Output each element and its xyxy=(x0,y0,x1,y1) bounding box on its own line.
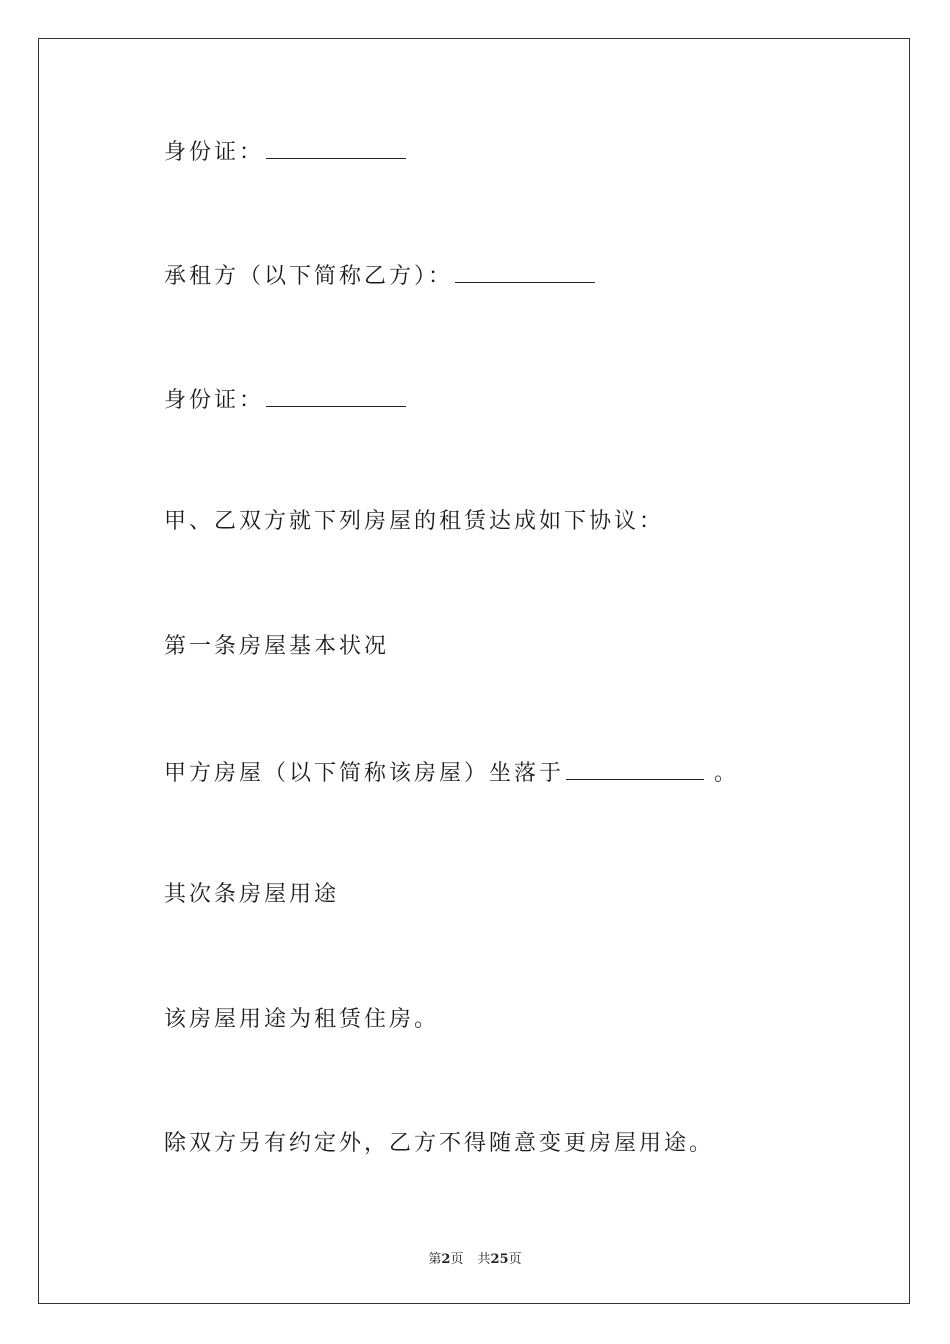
heading-text: 其次条房屋用途 xyxy=(164,882,340,907)
footer-total-unit: 页 xyxy=(508,1252,522,1267)
id-card-line-lessee xyxy=(164,384,406,415)
total-page-number: 25 xyxy=(490,1252,509,1267)
location-blank[interactable] xyxy=(566,757,704,780)
footer-prefix: 第 xyxy=(428,1252,442,1267)
footer-total-prefix: 共 xyxy=(477,1252,491,1267)
paragraph-text: 该房屋用途为租赁住房。 xyxy=(164,1007,440,1032)
property-location-line xyxy=(164,757,739,788)
lessee-label: 承租方（以下简称乙方）： xyxy=(164,264,454,289)
page-border xyxy=(38,38,910,1304)
agreement-intro xyxy=(164,508,664,536)
id-card-blank[interactable] xyxy=(266,136,406,159)
lessee-blank[interactable] xyxy=(455,260,595,283)
page-footer xyxy=(0,1248,950,1267)
paragraph-text: 甲、乙双方就下列房屋的租赁达成如下协议： xyxy=(164,509,665,534)
id-card-label: 身份证： xyxy=(164,388,265,413)
id-card-line-lessor xyxy=(164,136,406,167)
current-page-number: 2 xyxy=(441,1252,451,1267)
id-card-blank[interactable] xyxy=(266,384,406,407)
heading-text: 第一条房屋基本状况 xyxy=(164,634,390,659)
location-label: 甲方房屋（以下简称该房屋）坐落于 xyxy=(164,761,565,786)
usage-statement xyxy=(164,1006,439,1034)
usage-restriction xyxy=(164,1130,714,1158)
lessee-line xyxy=(164,260,595,291)
paragraph-text: 除双方另有约定外，乙方不得随意变更房屋用途。 xyxy=(164,1131,715,1156)
footer-page-unit: 页 xyxy=(450,1252,464,1267)
article-1-heading xyxy=(164,633,389,661)
article-2-heading xyxy=(164,881,339,909)
location-suffix: 。 xyxy=(704,761,740,786)
id-card-label: 身份证： xyxy=(164,140,265,165)
